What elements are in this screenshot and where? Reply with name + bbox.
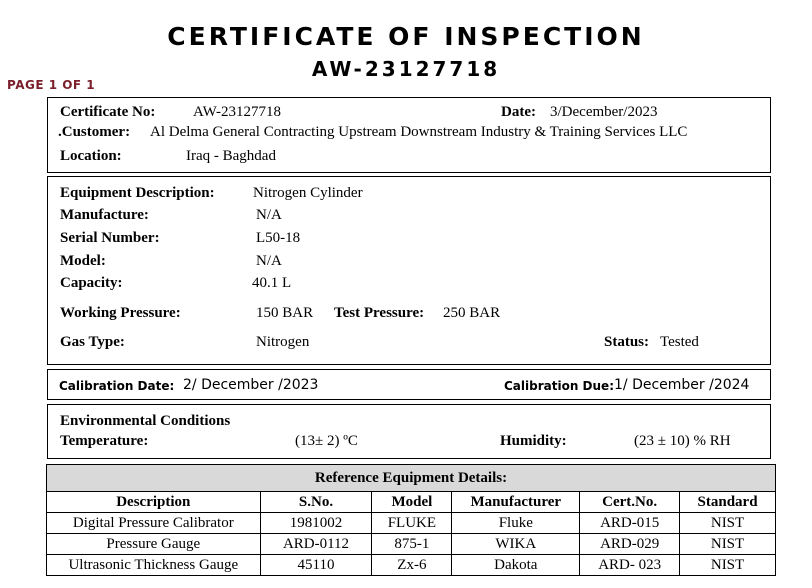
calibration-date-value: 2/ December /2023 (183, 377, 319, 393)
status-label: Status: (604, 334, 650, 350)
table-cell: ARD-0112 (260, 534, 372, 555)
calibration-due-label: Calibration Due: (504, 379, 614, 393)
temperature-label: Temperature: (60, 433, 149, 449)
calibration-due-value: 1/ December /2024 (614, 377, 750, 393)
table-cell: Digital Pressure Calibrator (47, 513, 261, 534)
gas-type-value: Nitrogen (256, 334, 310, 350)
table-cell: NIST (680, 555, 776, 576)
certificate-info-box (47, 97, 771, 173)
date-value: 3/December/2023 (550, 104, 658, 120)
customer-value: Al Delma General Contracting Upstream Downstream Industry & Training Services LLC (150, 124, 688, 140)
table-row (47, 534, 776, 555)
equipment-details-box (47, 176, 771, 365)
table-cell: Zx-6 (372, 555, 452, 576)
capacity-label: Capacity: (60, 275, 123, 291)
table-cell: Ultrasonic Thickness Gauge (47, 555, 261, 576)
page-indicator: PAGE 1 OF 1 (7, 78, 96, 92)
table-cell: 875-1 (372, 534, 452, 555)
temperature-value: (13± 2) ºC (295, 433, 358, 449)
capacity-value: 40.1 L (252, 275, 292, 291)
environmental-heading: Environmental Conditions (60, 413, 231, 429)
table-cell: ARD-015 (580, 513, 680, 534)
model-label: Model: (60, 253, 106, 269)
working-pressure-value: 150 BAR (256, 305, 314, 321)
column-header-model: Model (372, 492, 452, 513)
document-title: CERTIFICATE OF INSPECTION (167, 22, 645, 51)
cert-no-value: AW-23127718 (193, 104, 281, 120)
table-caption: Reference Equipment Details: (47, 465, 776, 492)
location-label: Location: (60, 148, 122, 164)
column-header-cert-no: Cert.No. (580, 492, 680, 513)
column-header-manufacturer: Manufacturer (452, 492, 580, 513)
table-cell: 45110 (260, 555, 372, 576)
table-row (47, 513, 776, 534)
location-value: Iraq - Baghdad (186, 148, 276, 164)
serial-number-value: L50-18 (256, 230, 301, 246)
model-value: N/A (256, 253, 282, 269)
table-cell: ARD- 023 (580, 555, 680, 576)
table-cell: WIKA (452, 534, 580, 555)
date-label: Date: (501, 104, 536, 120)
table-cell: Fluke (452, 513, 580, 534)
table-cell: ARD-029 (580, 534, 680, 555)
test-pressure-value: 250 BAR (443, 305, 501, 321)
cert-no-label: Certificate No: (60, 104, 156, 120)
manufacture-label: Manufacture: (60, 207, 149, 223)
test-pressure-label: Test Pressure: (334, 305, 425, 321)
manufacture-value: N/A (256, 207, 282, 223)
column-header-standard: Standard (680, 492, 776, 513)
table-cell: Dakota (452, 555, 580, 576)
customer-label: .Customer: (58, 124, 131, 140)
serial-number-label: Serial Number: (60, 230, 160, 246)
working-pressure-label: Working Pressure: (60, 305, 181, 321)
table-cell: FLUKE (372, 513, 452, 534)
humidity-label: Humidity: (500, 433, 567, 449)
gas-type-label: Gas Type: (60, 334, 125, 350)
calibration-box (47, 369, 771, 400)
equipment-description-value: Nitrogen Cylinder (253, 185, 363, 201)
table-cell: 1981002 (260, 513, 372, 534)
calibration-date-label: Calibration Date: (59, 379, 175, 393)
table-cell: Pressure Gauge (47, 534, 261, 555)
table-cell: NIST (680, 534, 776, 555)
status-value: Tested (660, 334, 699, 350)
reference-equipment-table (46, 464, 776, 576)
equipment-description-label: Equipment Description: (60, 185, 215, 201)
table-row (47, 555, 776, 576)
column-header-serial-no: S.No. (260, 492, 372, 513)
certificate-number-heading: AW-23127718 (311, 57, 501, 81)
column-header-description: Description (47, 492, 261, 513)
humidity-value: (23 ± 10) % RH (634, 433, 731, 449)
environmental-conditions-box (47, 404, 771, 459)
table-cell: NIST (680, 513, 776, 534)
